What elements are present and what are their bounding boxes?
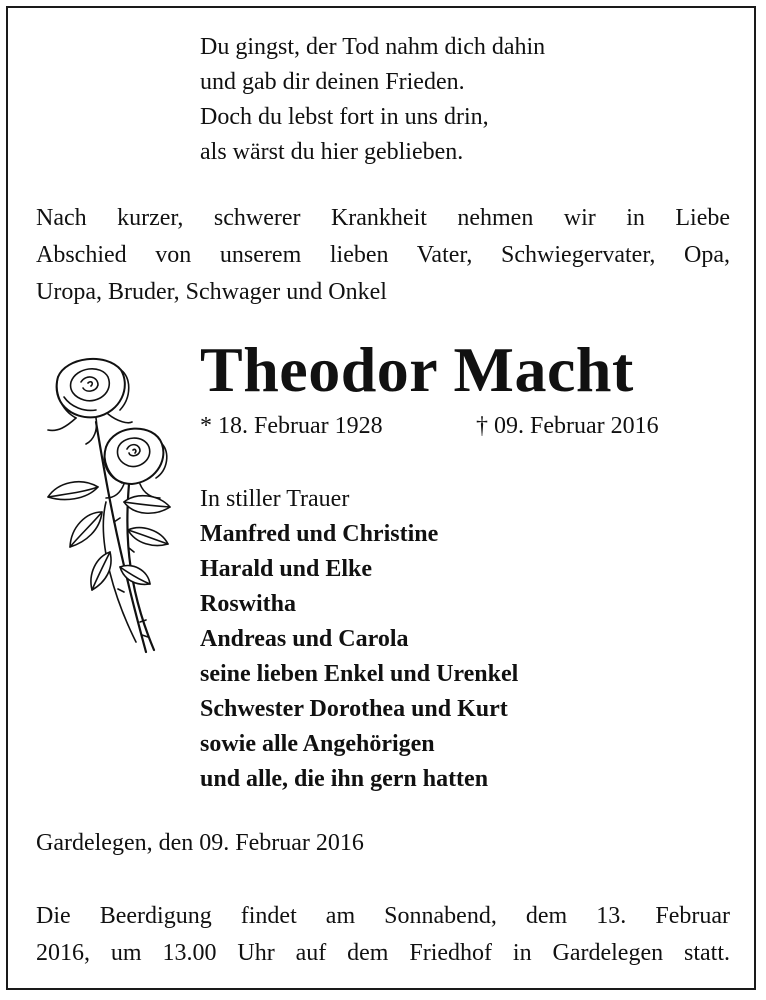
mourner-entry: sowie alle Angehörigen bbox=[200, 731, 435, 757]
place-date: Gardelegen, den 09. Februar 2016 bbox=[36, 830, 364, 856]
mourner-entry: seine lieben Enkel und Urenkel bbox=[200, 661, 519, 687]
mourner-entry: Roswitha bbox=[200, 591, 297, 617]
life-dates bbox=[200, 413, 659, 440]
funeral-line: Die Beerdigung findet am Sonnabend, dem 13. Februar bbox=[36, 903, 730, 929]
death-date: † 09. Februar 2016 bbox=[476, 413, 659, 439]
funeral-line: 2016, um 13.00 Uhr auf dem Friedhof in Gardelegen statt. bbox=[36, 940, 730, 966]
mourner-entry: Manfred und Christine bbox=[200, 521, 439, 547]
intro-text bbox=[36, 200, 730, 311]
poem bbox=[200, 30, 545, 170]
birth-date: * 18. Februar 1928 bbox=[200, 413, 383, 439]
intro-line: Abschied von unserem lieben Vater, Schwiegervater, Opa, bbox=[36, 242, 730, 268]
mourners-heading: In stiller Trauer bbox=[200, 486, 350, 512]
poem-line: und gab dir deinen Frieden. bbox=[200, 69, 465, 95]
poem-line: Doch du lebst fort in uns drin, bbox=[200, 104, 489, 130]
intro-line: Nach kurzer, schwerer Krankheit nehmen wir in Liebe bbox=[36, 205, 730, 231]
deceased-name: Theodor Macht bbox=[200, 334, 634, 405]
rose-icon bbox=[36, 352, 186, 657]
intro-line: Uropa, Bruder, Schwager und Onkel bbox=[36, 279, 387, 305]
mourner-entry: Schwester Dorothea und Kurt bbox=[200, 696, 508, 722]
funeral-info bbox=[36, 898, 730, 972]
mourners-list bbox=[200, 482, 518, 797]
mourner-entry: und alle, die ihn gern hatten bbox=[200, 766, 489, 792]
poem-line: Du gingst, der Tod nahm dich dahin bbox=[200, 34, 546, 60]
mourner-entry: Andreas und Carola bbox=[200, 626, 409, 652]
mourner-entry: Harald und Elke bbox=[200, 556, 373, 582]
poem-line: als wärst du hier geblieben. bbox=[200, 139, 464, 165]
